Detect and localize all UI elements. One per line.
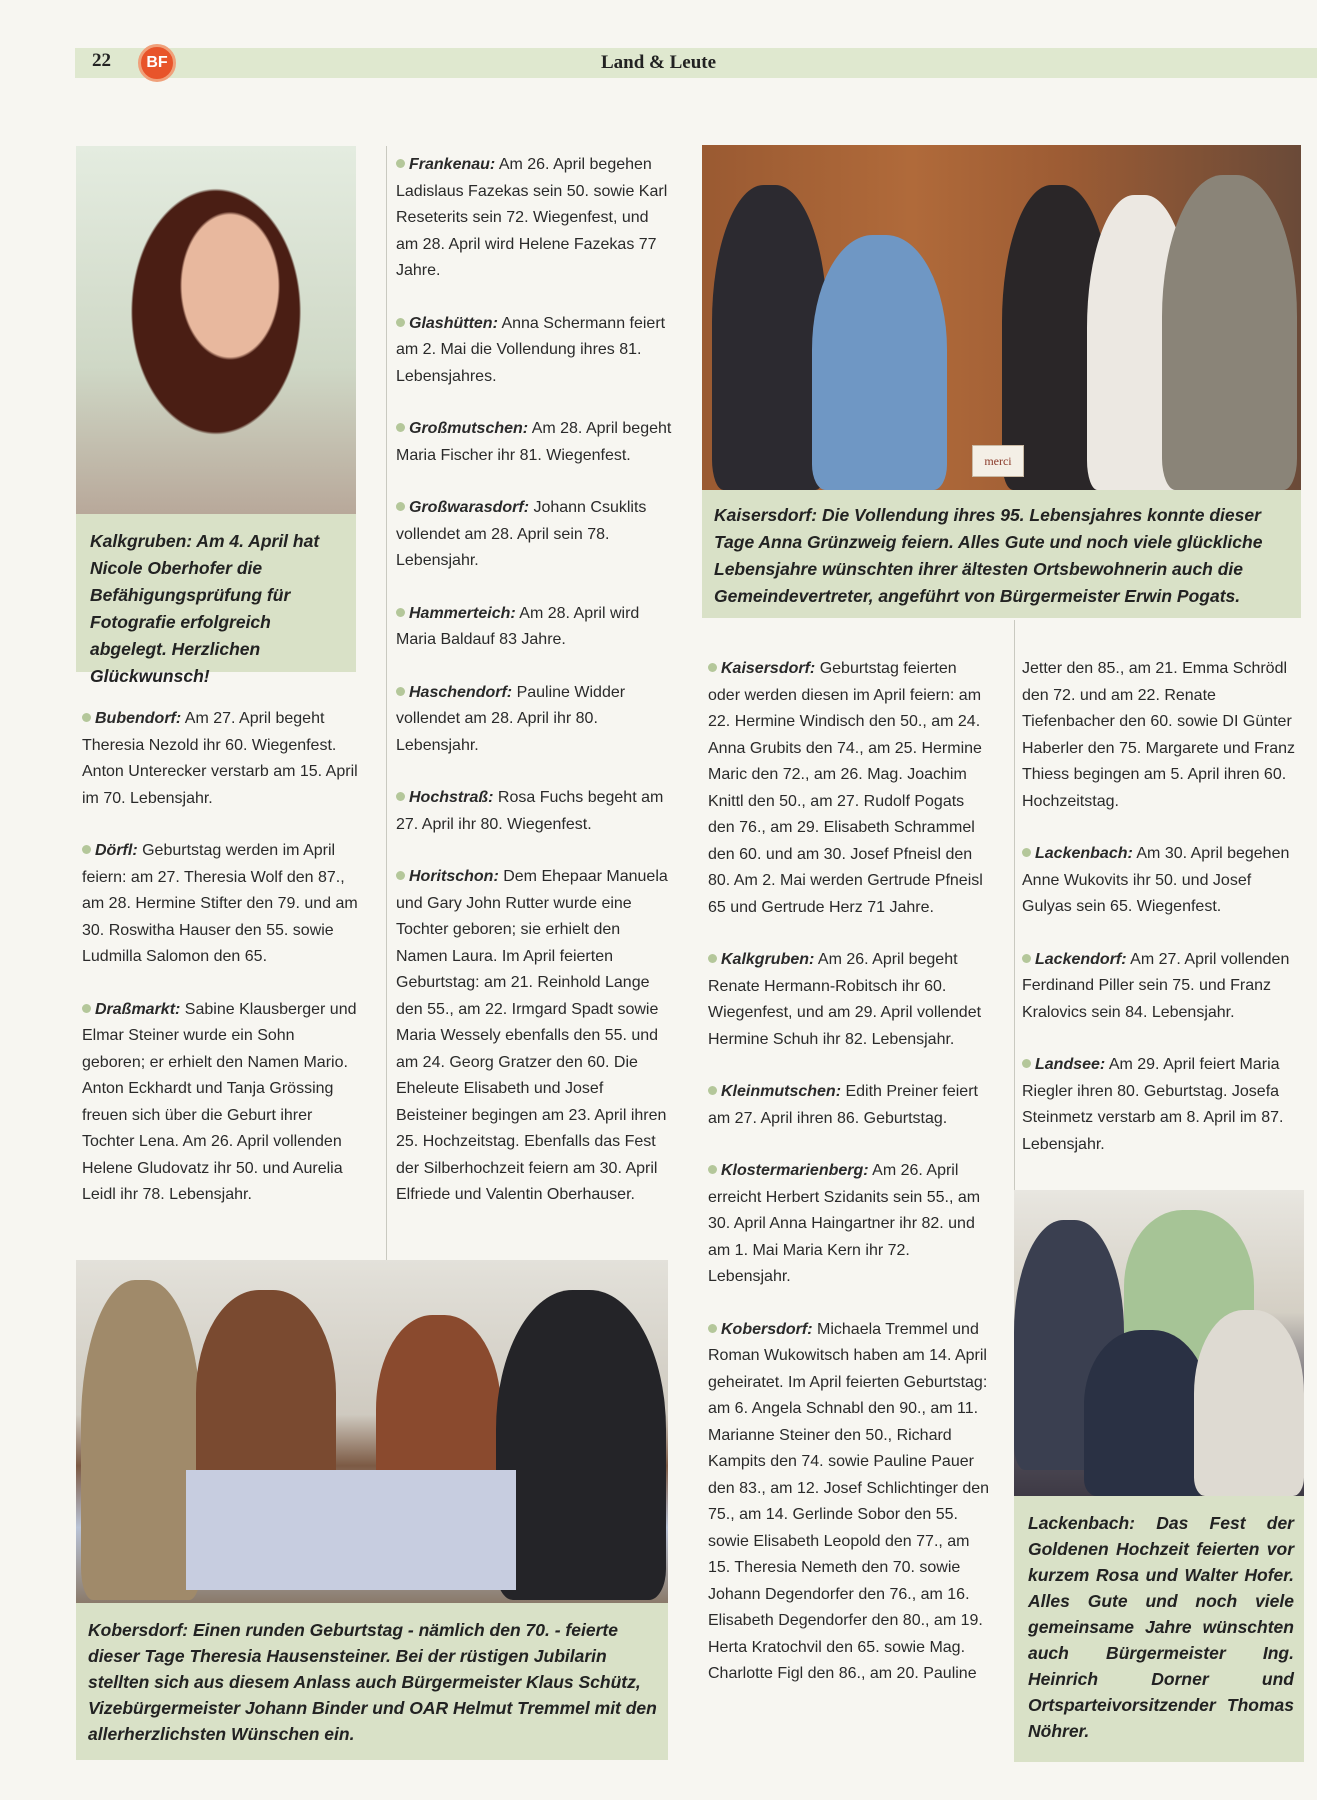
bullet-icon <box>708 663 717 672</box>
photo-nicole-oberhofer <box>76 146 356 514</box>
column-4 <box>1022 656 1304 1184</box>
bullet-icon <box>396 792 405 801</box>
news-item: Lackendorf: Am 27. April vollenden Ferdinand Piller sein 75. und Franz Kralovics sein 84. Lebensjahr. <box>1022 950 1290 1021</box>
photo-kobersdorf-group <box>76 1260 668 1603</box>
bullet-icon <box>1022 1059 1031 1068</box>
news-item: Frankenau: Am 26. April begehen Ladislaus Fazekas sein 50. sowie Karl Reseterits sein 72. Wiegenfest, und am 28. April wird Helene Fazekas 77 Jahre. <box>396 156 668 279</box>
bf-logo: BF <box>138 44 176 82</box>
column-3 <box>708 656 990 1714</box>
photo-lackenbach-group <box>1014 1190 1304 1496</box>
news-item: Klostermarienberg: Am 26. April erreicht Herbert Szidanits sein 55., am 30. April Anna Haingartner ihr 82. und am 1. Mai Maria Kern ihr 72. Lebensjahr. <box>708 1162 981 1285</box>
bullet-icon <box>396 502 405 511</box>
bullet-icon <box>1022 848 1031 857</box>
news-item: Draßmarkt: Sabine Klausberger und Elmar Steiner wurde ein Sohn geboren; er erhielt den Namen Mario. Anton Eckhardt und Tanja Grössing freuen sich über die Geburt ihrer Tochter Lena. Am 26. April vollenden Helene Gludovatz ihr 50. und Aurelia Leidl ihr 78. Lebensjahr. <box>82 1000 357 1203</box>
news-item: Kleinmutschen: Edith Preiner feiert am 27. April ihren 86. Geburtstag. <box>708 1083 978 1127</box>
page-number: 22 <box>92 50 111 71</box>
news-item: Kalkgruben: Am 26. April begeht Renate Hermann-Robitsch ihr 60. Wiegenfest, und am 29. April vollendet Hermine Schuh ihr 82. Lebensjahr. <box>708 951 982 1048</box>
bullet-icon <box>396 608 405 617</box>
news-item: Bubendorf: Am 27. April begeht Theresia Nezold ihr 60. Wiegenfest. Anton Unterecker verstarb am 15. April im 70. Lebensjahr. <box>82 710 358 807</box>
news-item: Großwarasdorf: Johann Csuklits vollendet am 28. April sein 78. Lebensjahr. <box>396 499 647 569</box>
bullet-icon <box>396 871 405 880</box>
news-item: Kobersdorf: Michaela Tremmel und Roman Wukowitsch haben am 14. April geheiratet. Im April feierten Geburtstag: am 6. Angela Schnabl den 90., am 11. Marianne Steiner den 50., Richard Kampits den 74. sowie Pauline Pauer den 83., am 12. Josef Schlichtinger den 75., am 14. Gerlinde Sobor den 55. sowie Elisabeth Leopold den 77., am 15. Theresia Nemeth den 70. sowie Johann Degendorfer den 76., am 16. Elisabeth Degendorfer den 80., am 19. Herta Kratochvil den 65. sowie Mag. Charlotte Figl den 86., am 20. Pauline <box>708 1320 990 1682</box>
news-item: Hochstraß: Rosa Fuchs begeht am 27. April ihr 80. Wiegenfest. <box>396 789 664 833</box>
photo-kaisersdorf-group <box>702 145 1301 490</box>
bullet-icon <box>396 687 405 696</box>
news-item-continued: Jetter den 85., am 21. Emma Schrödl den 72. und am 22. Renate Tiefenbacher den 60. sowie DI Günter Haberler den 75. Margarete und Franz Thiess begingen am 5. April ihren 60. Hochzeitstag. <box>1022 660 1296 810</box>
news-item: Hammerteich: Am 28. April wird Maria Baldauf 83 Jahre. <box>396 604 640 648</box>
news-item: Lackenbach: Am 30. April begehen Anne Wukovits ihr 50. und Josef Gulyas sein 65. Wiegenfest. <box>1022 845 1290 915</box>
news-item: Landsee: Am 29. April feiert Maria Riegler ihren 80. Geburtstag. Josefa Steinmetz verstarb am 8. April im 87. Lebensjahr. <box>1022 1056 1284 1153</box>
news-item: Haschendorf: Pauline Widder vollendet am 28. April ihr 80. Lebensjahr. <box>396 683 626 754</box>
news-item: Glashütten: Anna Schermann feiert am 2. Mai die Vollendung ihres 81. Lebensjahres. <box>396 314 666 385</box>
caption-kaisersdorf: Kaisersdorf: Die Vollendung ihres 95. Lebensjahres konnte dieser Tage Anna Grünzweig feiern. Alles Gute und noch viele glückliche Lebensjahre wünschten ihrer ältesten Ortsbewohnerin auch die Gemeindevertreter, angeführt von Bürgermeister Erwin Pogats. <box>702 490 1301 618</box>
news-item: Kaisersdorf: Geburtstag feierten oder werden diesen im April feiern: am 22. Hermine Windisch den 50., am 24. Anna Grubits den 74., am 25. Hermine Maric den 72., am 26. Mag. Joachim Knittl den 50., am 27. Rudolf Pogats den 76., am 29. Elisabeth Schrammel den 60. und am 30. Josef Pfneisl den 80. Am 2. Mai werden Gertrude Pfneisl 65 und Gertrude Herz 71 Jahre. <box>708 660 983 916</box>
bullet-icon <box>82 845 91 854</box>
bullet-icon <box>82 1004 91 1013</box>
bullet-icon <box>708 954 717 963</box>
bullet-icon <box>396 423 405 432</box>
news-item: Dörfl: Geburtstag werden im April feiern: am 27. Theresia Wolf den 87., am 28. Hermine Stifter den 79. und am 30. Roswitha Hauser den 55. sowie Ludmilla Salomon den 65. <box>82 842 358 965</box>
caption-lackenbach: Lackenbach: Das Fest der Goldenen Hochzeit feierten vor kurzem Rosa und Walter Hofer. Alles Gute und noch viele gemeinsame Jahre wünschten auch Bürgermeister Ing. Heinrich Dorner und Ortsparteivorsitzender Thomas Nöhrer. <box>1014 1496 1304 1762</box>
column-1 <box>82 706 358 1235</box>
bullet-icon <box>82 713 91 722</box>
merci-card: merci <box>972 445 1024 477</box>
caption-kalkgruben: Kalkgruben: Am 4. April hat Nicole Oberhofer die Befähigungsprüfung für Fotografie erfolgreich abgelegt. Herzlichen Glückwunsch! <box>76 514 356 672</box>
news-item: Horitschon: Dem Ehepaar Manuela und Gary John Rutter wurde eine Tochter geboren; sie erhielt den Namen Laura. Im April feierten Geburtstag: am 21. Reinhold Lange den 55., am 22. Irmgard Spadt sowie Maria Wessely ebenfalls den 55. und am 24. Georg Gratzer den 60. Die Eheleute Elisabeth und Josef Beisteiner begingen am 23. April ihren 25. Hochzeitstag. Ebenfalls das Fest der Silberhochzeit feiern am 30. April Elfriede und Valentin Oberhauser. <box>396 868 668 1203</box>
bullet-icon <box>396 318 405 327</box>
section-title: Land & Leute <box>600 52 717 73</box>
caption-kobersdorf: Kobersdorf: Einen runden Geburtstag - nämlich den 70. - feierte dieser Tage Theresia Hausensteiner. Bei der rüstigen Jubilarin stellten sich aus diesem Anlass auch Bürgermeister Klaus Schütz, Vizebürgermeister Johann Binder und OAR Helmut Tremmel mit den allerherzlichsten Wünschen ein. <box>76 1603 668 1760</box>
bullet-icon <box>396 159 405 168</box>
column-rule <box>386 146 387 1260</box>
bullet-icon <box>708 1324 717 1333</box>
bullet-icon <box>1022 954 1031 963</box>
news-item: Großmutschen: Am 28. April begeht Maria Fischer ihr 81. Wiegenfest. <box>396 420 672 464</box>
bullet-icon <box>708 1165 717 1174</box>
bullet-icon <box>708 1086 717 1095</box>
column-rule <box>1014 620 1015 1190</box>
column-2 <box>396 152 674 1235</box>
